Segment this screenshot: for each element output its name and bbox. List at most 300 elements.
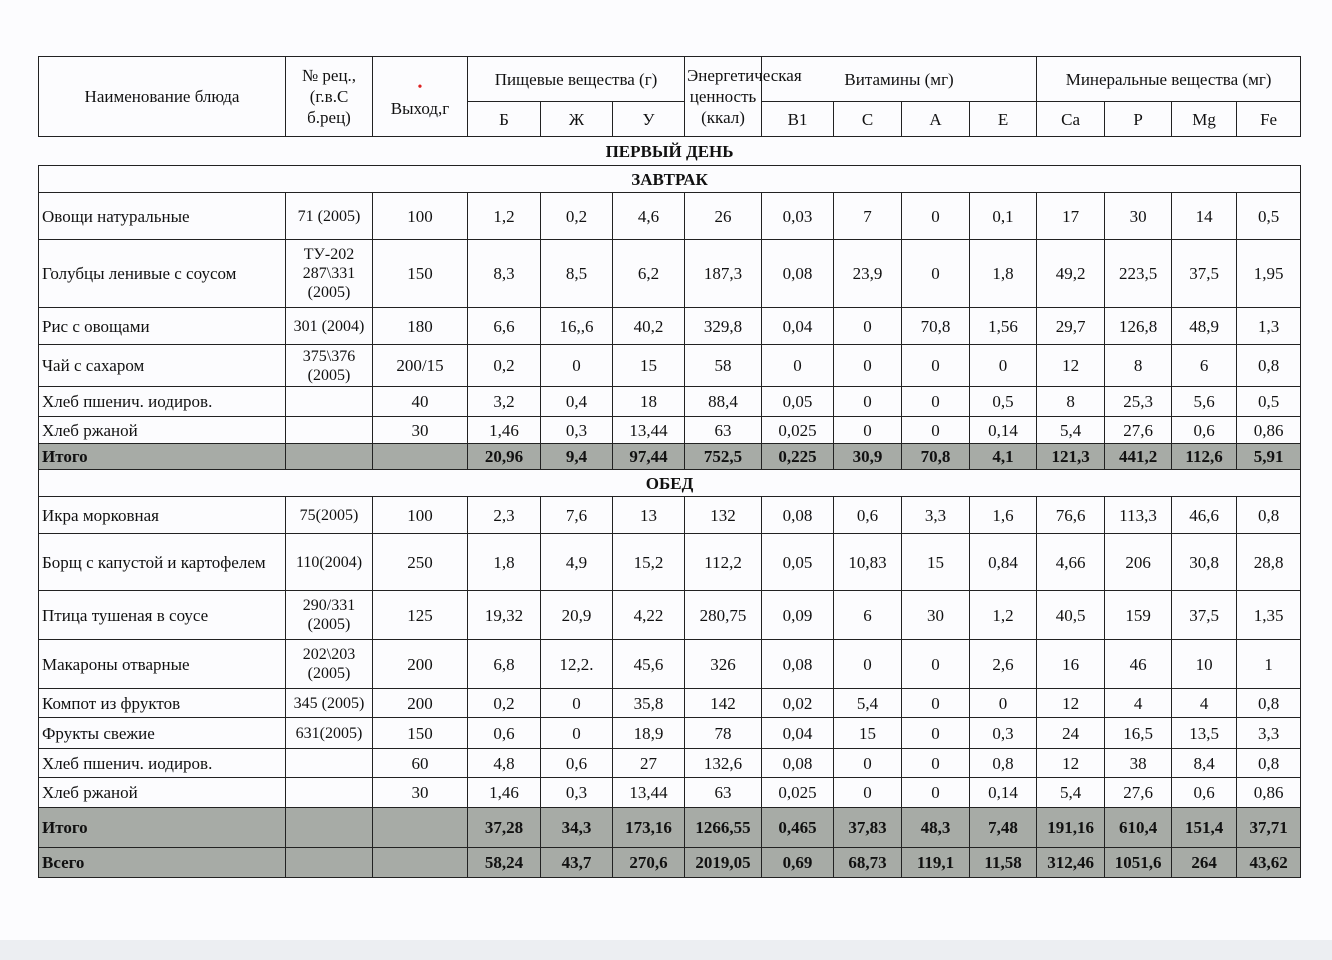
header-vitamins: Витамины (мг) — [762, 57, 1037, 102]
value-cell: 142 — [685, 689, 762, 718]
total-row — [39, 848, 1301, 878]
total-row — [39, 808, 1301, 848]
value-cell: 312,46 — [1037, 848, 1105, 878]
value-cell: 13,5 — [1172, 718, 1237, 749]
value-cell: 12 — [1037, 689, 1105, 718]
value-cell: 1051,6 — [1105, 848, 1172, 878]
value-cell: 264 — [1172, 848, 1237, 878]
value-cell: 0,08 — [762, 640, 834, 689]
value-cell: 0,8 — [1237, 689, 1301, 718]
recipe-cell: 301 (2004) — [286, 308, 373, 345]
value-cell: 37,83 — [834, 808, 902, 848]
header-vit-b1: В1 — [762, 102, 834, 137]
recipe-cell: ТУ-202 287\331 (2005) — [286, 240, 373, 308]
value-cell: 0 — [834, 640, 902, 689]
value-cell: 1,46 — [468, 417, 541, 444]
value-cell: 16,,6 — [541, 308, 613, 345]
value-cell: 326 — [685, 640, 762, 689]
recipe-cell — [286, 387, 373, 417]
value-cell: 4,1 — [970, 444, 1037, 470]
table-row — [39, 387, 1301, 417]
value-cell: 37,5 — [1172, 591, 1237, 640]
value-cell: 30 — [373, 417, 468, 444]
value-cell: 6,2 — [613, 240, 685, 308]
lunch-section-row — [39, 470, 1301, 497]
recipe-cell: 202\203 (2005) — [286, 640, 373, 689]
value-cell: 4 — [1105, 689, 1172, 718]
table-row — [39, 308, 1301, 345]
recipe-cell — [286, 417, 373, 444]
value-cell: 0 — [902, 240, 970, 308]
value-cell: 11,58 — [970, 848, 1037, 878]
menu-sheet — [38, 56, 1300, 878]
dish-name-cell: Икра морковная — [39, 497, 286, 534]
value-cell: 187,3 — [685, 240, 762, 308]
value-cell: 0,08 — [762, 240, 834, 308]
recipe-cell: 631(2005) — [286, 718, 373, 749]
value-cell: 1,95 — [1237, 240, 1301, 308]
value-cell: 112,2 — [685, 534, 762, 591]
value-cell: 112,6 — [1172, 444, 1237, 470]
value-cell: 0 — [834, 778, 902, 808]
value-cell: 13,44 — [613, 417, 685, 444]
value-cell: 4,22 — [613, 591, 685, 640]
value-cell: 0,465 — [762, 808, 834, 848]
value-cell: 159 — [1105, 591, 1172, 640]
value-cell: 7 — [834, 193, 902, 240]
value-cell: 40,5 — [1037, 591, 1105, 640]
value-cell: 0,04 — [762, 308, 834, 345]
lunch-title: ОБЕД — [39, 470, 1301, 497]
value-cell: 48,9 — [1172, 308, 1237, 345]
value-cell: 70,8 — [902, 444, 970, 470]
value-cell: 46 — [1105, 640, 1172, 689]
value-cell: 0,2 — [468, 689, 541, 718]
value-cell: 0,14 — [970, 778, 1037, 808]
value-cell: 0,09 — [762, 591, 834, 640]
table-row — [39, 193, 1301, 240]
header-fat: Ж — [541, 102, 613, 137]
value-cell: 3,3 — [1237, 718, 1301, 749]
value-cell: 280,75 — [685, 591, 762, 640]
recipe-cell — [286, 444, 373, 470]
value-cell: 40,2 — [613, 308, 685, 345]
header-vit-a: А — [902, 102, 970, 137]
recipe-cell: 290/331 (2005) — [286, 591, 373, 640]
value-cell: 1,2 — [970, 591, 1037, 640]
value-cell: 70,8 — [902, 308, 970, 345]
value-cell: 0,6 — [1172, 778, 1237, 808]
value-cell: 2,6 — [970, 640, 1037, 689]
dish-name-cell: Птица тушеная в соусе — [39, 591, 286, 640]
value-cell: 30,8 — [1172, 534, 1237, 591]
value-cell: 173,16 — [613, 808, 685, 848]
value-cell: 0 — [902, 387, 970, 417]
value-cell: 0,6 — [834, 497, 902, 534]
value-cell: 1,3 — [1237, 308, 1301, 345]
table-row — [39, 718, 1301, 749]
value-cell: 63 — [685, 778, 762, 808]
value-cell: 752,5 — [685, 444, 762, 470]
nutrition-table — [38, 56, 1301, 878]
red-mark: • — [417, 79, 423, 95]
value-cell: 441,2 — [1105, 444, 1172, 470]
value-cell: 63 — [685, 417, 762, 444]
header-minerals: Минеральные вещества (мг) — [1037, 57, 1301, 102]
dish-name-cell: Хлеб ржаной — [39, 778, 286, 808]
value-cell: 0,3 — [541, 417, 613, 444]
value-cell: 4,6 — [613, 193, 685, 240]
value-cell: 0,8 — [970, 749, 1037, 778]
value-cell: 1,6 — [970, 497, 1037, 534]
value-cell: 250 — [373, 534, 468, 591]
value-cell: 15 — [902, 534, 970, 591]
value-cell: 23,9 — [834, 240, 902, 308]
value-cell: 5,91 — [1237, 444, 1301, 470]
value-cell: 0 — [541, 345, 613, 387]
header-ca: Са — [1037, 102, 1105, 137]
value-cell: 132 — [685, 497, 762, 534]
value-cell: 0 — [834, 387, 902, 417]
value-cell: 68,73 — [834, 848, 902, 878]
value-cell: 34,3 — [541, 808, 613, 848]
value-cell: 200 — [373, 640, 468, 689]
value-cell: 30 — [373, 778, 468, 808]
value-cell: 4,66 — [1037, 534, 1105, 591]
value-cell: 121,3 — [1037, 444, 1105, 470]
table-row — [39, 497, 1301, 534]
value-cell: 48,3 — [902, 808, 970, 848]
header-protein: Б — [468, 102, 541, 137]
recipe-cell: 375\376 (2005) — [286, 345, 373, 387]
value-cell: 28,8 — [1237, 534, 1301, 591]
value-cell: 76,6 — [1037, 497, 1105, 534]
value-cell: 14 — [1172, 193, 1237, 240]
value-cell: 16 — [1037, 640, 1105, 689]
value-cell: 223,5 — [1105, 240, 1172, 308]
scan-edge — [0, 940, 1332, 960]
table-row — [39, 345, 1301, 387]
value-cell: 0,05 — [762, 534, 834, 591]
value-cell: 25,3 — [1105, 387, 1172, 417]
value-cell: 0 — [902, 193, 970, 240]
total-row — [39, 444, 1301, 470]
value-cell — [373, 808, 468, 848]
value-cell: 7,6 — [541, 497, 613, 534]
header-vit-c: С — [834, 102, 902, 137]
value-cell: 8,5 — [541, 240, 613, 308]
value-cell: 0 — [762, 345, 834, 387]
value-cell: 100 — [373, 497, 468, 534]
value-cell: 37,28 — [468, 808, 541, 848]
value-cell: 18,9 — [613, 718, 685, 749]
header-recipe-number: № рец.,(г.в.С б.рец) — [286, 57, 373, 137]
value-cell: 1266,55 — [685, 808, 762, 848]
table-row — [39, 534, 1301, 591]
value-cell: 37,71 — [1237, 808, 1301, 848]
recipe-cell — [286, 808, 373, 848]
dish-name-cell: Рис с овощами — [39, 308, 286, 345]
value-cell: 0,69 — [762, 848, 834, 878]
value-cell: 0,8 — [1237, 749, 1301, 778]
header-vit-e: Е — [970, 102, 1037, 137]
day-title-row — [39, 137, 1301, 166]
value-cell: 58,24 — [468, 848, 541, 878]
value-cell: 60 — [373, 749, 468, 778]
table-row — [39, 749, 1301, 778]
value-cell: 1,8 — [970, 240, 1037, 308]
value-cell: 0 — [834, 345, 902, 387]
value-cell: 0 — [902, 345, 970, 387]
value-cell: 0,86 — [1237, 778, 1301, 808]
value-cell: 13,44 — [613, 778, 685, 808]
recipe-cell: 110(2004) — [286, 534, 373, 591]
value-cell: 1,35 — [1237, 591, 1301, 640]
value-cell: 7,48 — [970, 808, 1037, 848]
dish-name-cell: Компот из фруктов — [39, 689, 286, 718]
value-cell: 9,4 — [541, 444, 613, 470]
value-cell: 97,44 — [613, 444, 685, 470]
value-cell: 0,225 — [762, 444, 834, 470]
dish-name-cell: Чай с сахаром — [39, 345, 286, 387]
table-row — [39, 689, 1301, 718]
value-cell: 13 — [613, 497, 685, 534]
value-cell: 46,6 — [1172, 497, 1237, 534]
value-cell: 329,8 — [685, 308, 762, 345]
value-cell: 0 — [902, 718, 970, 749]
value-cell: 150 — [373, 240, 468, 308]
header-dish-name: Наименование блюда — [39, 57, 286, 137]
dish-name-cell: Макароны отварные — [39, 640, 286, 689]
value-cell: 0,1 — [970, 193, 1037, 240]
value-cell: 5,4 — [834, 689, 902, 718]
value-cell: 0,8 — [1237, 497, 1301, 534]
value-cell: 10,83 — [834, 534, 902, 591]
dish-name-cell: Хлеб пшенич. иодиров. — [39, 387, 286, 417]
value-cell: 0 — [902, 417, 970, 444]
value-cell: 0,4 — [541, 387, 613, 417]
recipe-cell: 345 (2005) — [286, 689, 373, 718]
value-cell: 0 — [834, 417, 902, 444]
value-cell: 206 — [1105, 534, 1172, 591]
value-cell: 40 — [373, 387, 468, 417]
value-cell: 0,3 — [970, 718, 1037, 749]
value-cell: 200 — [373, 689, 468, 718]
value-cell: 43,7 — [541, 848, 613, 878]
value-cell: 0 — [902, 749, 970, 778]
dish-name-cell: Овощи натуральные — [39, 193, 286, 240]
value-cell: 151,4 — [1172, 808, 1237, 848]
value-cell: 0,5 — [1237, 193, 1301, 240]
value-cell — [373, 848, 468, 878]
value-cell: 1,8 — [468, 534, 541, 591]
value-cell: 0,08 — [762, 497, 834, 534]
value-cell: 20,9 — [541, 591, 613, 640]
value-cell: 10 — [1172, 640, 1237, 689]
value-cell: 26 — [685, 193, 762, 240]
value-cell: 6 — [1172, 345, 1237, 387]
dish-name-cell: Голубцы ленивые с соусом — [39, 240, 286, 308]
table-row — [39, 591, 1301, 640]
value-cell: 0,04 — [762, 718, 834, 749]
value-cell: 88,4 — [685, 387, 762, 417]
value-cell: 58 — [685, 345, 762, 387]
value-cell: 38 — [1105, 749, 1172, 778]
value-cell: 4,9 — [541, 534, 613, 591]
header-energy: Энергетическая ценность (ккал) — [685, 57, 762, 137]
value-cell: 0,3 — [541, 778, 613, 808]
value-cell: 45,6 — [613, 640, 685, 689]
value-cell: 27 — [613, 749, 685, 778]
value-cell: 0,03 — [762, 193, 834, 240]
value-cell: 20,96 — [468, 444, 541, 470]
value-cell: 12 — [1037, 345, 1105, 387]
value-cell: 1,56 — [970, 308, 1037, 345]
value-cell: 0,84 — [970, 534, 1037, 591]
value-cell: 0,025 — [762, 778, 834, 808]
breakfast-title: ЗАВТРАК — [39, 166, 1301, 193]
value-cell: 15 — [834, 718, 902, 749]
value-cell: 8,3 — [468, 240, 541, 308]
value-cell: 191,16 — [1037, 808, 1105, 848]
value-cell: 0,08 — [762, 749, 834, 778]
value-cell: 200/15 — [373, 345, 468, 387]
value-cell: 0,86 — [1237, 417, 1301, 444]
value-cell: 0,5 — [1237, 387, 1301, 417]
value-cell: 0 — [541, 718, 613, 749]
recipe-cell — [286, 749, 373, 778]
value-cell: 5,4 — [1037, 778, 1105, 808]
day-title: ПЕРВЫЙ ДЕНЬ — [39, 137, 1301, 166]
value-cell: 0,14 — [970, 417, 1037, 444]
value-cell: 8,4 — [1172, 749, 1237, 778]
value-cell: 12,2. — [541, 640, 613, 689]
value-cell: 6 — [834, 591, 902, 640]
value-cell: 8 — [1105, 345, 1172, 387]
value-cell: 150 — [373, 718, 468, 749]
value-cell: 0,6 — [468, 718, 541, 749]
value-cell: 30 — [1105, 193, 1172, 240]
value-cell: 2019,05 — [685, 848, 762, 878]
value-cell: 78 — [685, 718, 762, 749]
dish-name-cell: Борщ с капустой и картофелем — [39, 534, 286, 591]
value-cell: 35,8 — [613, 689, 685, 718]
recipe-cell: 75(2005) — [286, 497, 373, 534]
value-cell: 0,5 — [970, 387, 1037, 417]
value-cell: 0 — [541, 689, 613, 718]
value-cell: 0,2 — [541, 193, 613, 240]
value-cell: 29,7 — [1037, 308, 1105, 345]
value-cell: 6,6 — [468, 308, 541, 345]
value-cell — [373, 444, 468, 470]
value-cell: 113,3 — [1105, 497, 1172, 534]
value-cell: 15,2 — [613, 534, 685, 591]
recipe-cell: 71 (2005) — [286, 193, 373, 240]
dish-name-cell: Итого — [39, 444, 286, 470]
value-cell: 17 — [1037, 193, 1105, 240]
value-cell: 132,6 — [685, 749, 762, 778]
breakfast-section-row — [39, 166, 1301, 193]
value-cell: 0,6 — [1172, 417, 1237, 444]
value-cell: 3,3 — [902, 497, 970, 534]
value-cell: 0 — [902, 778, 970, 808]
value-cell: 0,2 — [468, 345, 541, 387]
value-cell: 0 — [902, 689, 970, 718]
value-cell: 1,2 — [468, 193, 541, 240]
value-cell: 30 — [902, 591, 970, 640]
value-cell: 15 — [613, 345, 685, 387]
header-fe: Fe — [1237, 102, 1301, 137]
value-cell: 0,02 — [762, 689, 834, 718]
value-cell: 12 — [1037, 749, 1105, 778]
value-cell: 2,3 — [468, 497, 541, 534]
value-cell: 0 — [970, 689, 1037, 718]
value-cell: 37,5 — [1172, 240, 1237, 308]
value-cell: 0,05 — [762, 387, 834, 417]
table-row — [39, 640, 1301, 689]
value-cell: 5,6 — [1172, 387, 1237, 417]
header-mg: Mg — [1172, 102, 1237, 137]
value-cell: 0 — [902, 640, 970, 689]
value-cell: 0,8 — [1237, 345, 1301, 387]
value-cell: 1 — [1237, 640, 1301, 689]
value-cell: 27,6 — [1105, 778, 1172, 808]
value-cell: 8 — [1037, 387, 1105, 417]
value-cell: 3,2 — [468, 387, 541, 417]
value-cell: 610,4 — [1105, 808, 1172, 848]
header-p: Р — [1105, 102, 1172, 137]
value-cell: 18 — [613, 387, 685, 417]
value-cell: 0,6 — [541, 749, 613, 778]
value-cell: 0,025 — [762, 417, 834, 444]
dish-name-cell: Фрукты свежие — [39, 718, 286, 749]
value-cell: 180 — [373, 308, 468, 345]
header-carbs: У — [613, 102, 685, 137]
value-cell: 49,2 — [1037, 240, 1105, 308]
value-cell: 6,8 — [468, 640, 541, 689]
header-nutrients: Пищевые вещества (г) — [468, 57, 685, 102]
value-cell: 30,9 — [834, 444, 902, 470]
value-cell: 4 — [1172, 689, 1237, 718]
value-cell: 0 — [834, 749, 902, 778]
value-cell: 16,5 — [1105, 718, 1172, 749]
value-cell: 0 — [970, 345, 1037, 387]
table-header-row-1 — [39, 57, 1301, 102]
value-cell: 126,8 — [1105, 308, 1172, 345]
table-row — [39, 240, 1301, 308]
value-cell: 27,6 — [1105, 417, 1172, 444]
value-cell: 19,32 — [468, 591, 541, 640]
value-cell: 0 — [834, 308, 902, 345]
header-yield: • Выход,г — [373, 57, 468, 137]
dish-name-cell: Итого — [39, 808, 286, 848]
value-cell: 43,62 — [1237, 848, 1301, 878]
value-cell: 24 — [1037, 718, 1105, 749]
value-cell: 5,4 — [1037, 417, 1105, 444]
table-row — [39, 417, 1301, 444]
recipe-cell — [286, 778, 373, 808]
dish-name-cell: Хлеб ржаной — [39, 417, 286, 444]
value-cell: 100 — [373, 193, 468, 240]
table-row — [39, 778, 1301, 808]
value-cell: 125 — [373, 591, 468, 640]
dish-name-cell: Всего — [39, 848, 286, 878]
value-cell: 119,1 — [902, 848, 970, 878]
value-cell: 270,6 — [613, 848, 685, 878]
value-cell: 1,46 — [468, 778, 541, 808]
value-cell: 4,8 — [468, 749, 541, 778]
dish-name-cell: Хлеб пшенич. иодиров. — [39, 749, 286, 778]
